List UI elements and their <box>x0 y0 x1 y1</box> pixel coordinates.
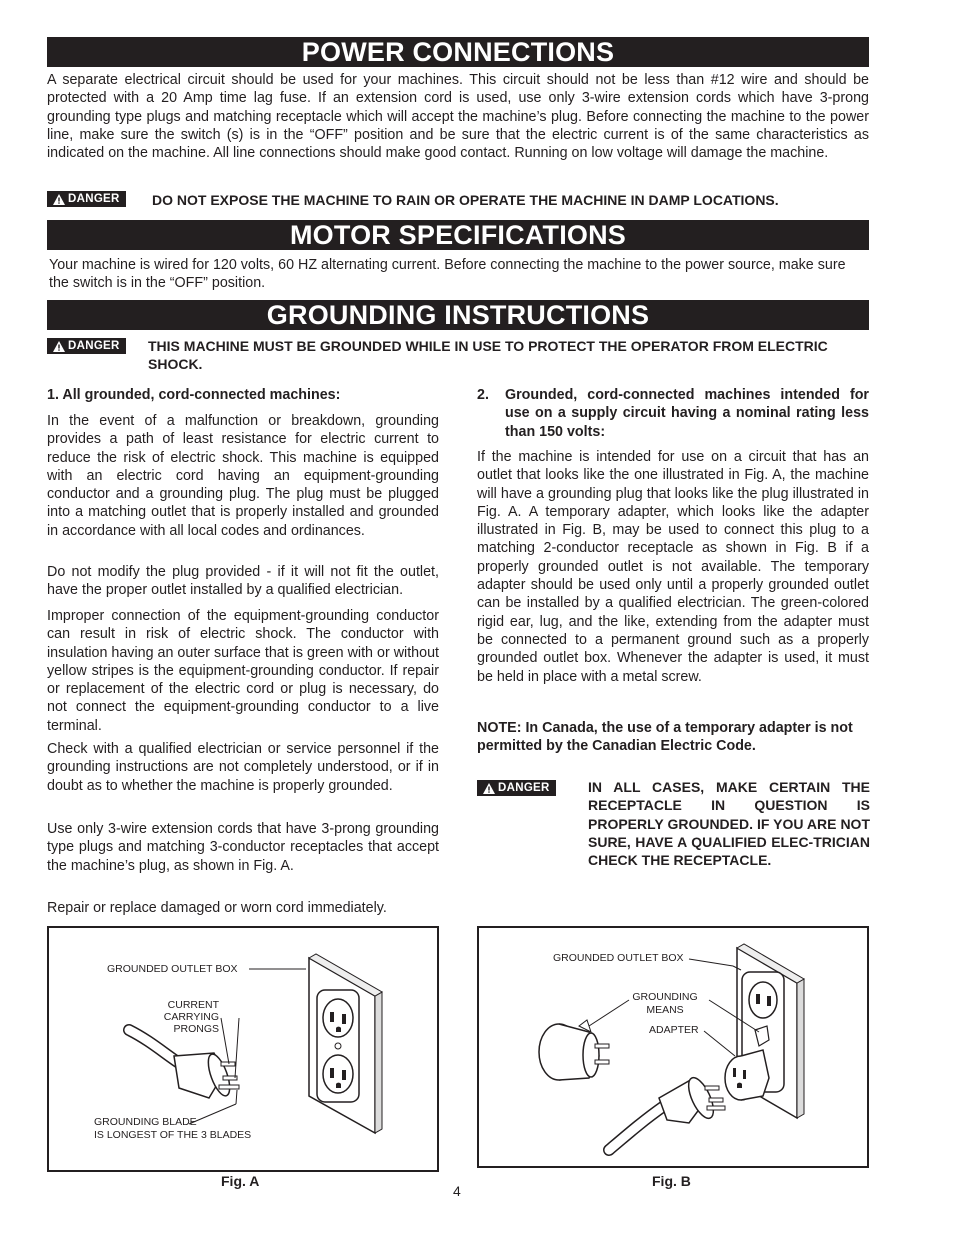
figure-b <box>477 926 869 1168</box>
section-2-paragraph-1: If the machine is intended for use on a circuit that has an outlet that looks like the one illustrated in Fig. A, the machine will have a grounding plug that looks like the plug illustrated in Fig. A. A temporary adapter, which looks like the adapter illustrated in Fig. B, may be used to connect this plug to a matching 2-conductor receptacle as shown in Fig. B if a properly grounded outlet is not available. The temporary adapter should be used only until a properly grounded outlet can be installed by a qualified electrician. The green-colored rigid ear, lug, and the like, extending from the adapter must be connected to a permanent ground such as a properly grounded outlet box. Whenever the adapter is used, it must be held in place with a metal screw. <box>477 449 869 685</box>
grounding-blade-label-line1: GROUNDING BLADE <box>94 1116 197 1128</box>
page-number: 4 <box>453 1183 461 1199</box>
danger-label: DANGER <box>68 340 120 352</box>
prongs-label-line1: CURRENT <box>167 999 219 1011</box>
power-connections-heading: POWER CONNECTIONS <box>47 37 869 67</box>
prongs-label-line3: PRONGS <box>173 1023 219 1035</box>
danger-text-grounding: THIS MACHINE MUST BE GROUNDED WHILE IN USE TO PROTECT THE OPERATOR FROM ELECTRIC SHOCK. <box>148 338 828 373</box>
section-1-paragraph-1: In the event of a malfunction or breakdown, grounding provides a path of least resistance for electric current to reduce the risk of electric shock. This machine is equipped with an electric cord having an equipment-grounding conductor and a grounding plug. The plug must be plugged into a matching outlet that is properly installed and grounded in accordance with all local codes and ordinances. <box>47 413 439 539</box>
warning-triangle-icon <box>53 194 65 205</box>
danger-badge-receptacle <box>477 780 556 796</box>
section-2-number: 2. <box>477 387 489 403</box>
section-1-paragraph-2: Do not modify the plug provided - if it will not fit the outlet, have the proper outlet installed by a qualified electrician. <box>47 564 439 599</box>
warning-triangle-icon <box>53 341 65 352</box>
motor-specifications-heading: MOTOR SPECIFICATIONS <box>47 220 869 250</box>
section-1-paragraph-5: Use only 3-wire extension cords that have 3-prong grounding type plugs and matching 3-conductor receptacles that accept the machine’s plug, as shown in Fig. A. <box>47 821 439 874</box>
section-2-heading: Grounded, cord-connected machines intended for use on a supply circuit having a nominal rating less than 150 volts: <box>505 387 869 440</box>
section-1-paragraph-3: Improper connection of the equipment-grounding conductor can result in risk of electric shock. The conductor with insulation having an outer surface that is green with or without yellow stripes is the equipment-grounding conductor. If repair or replacement of the electric cord or plug is necessary, do not connect the equipment-grounding conductor to a live terminal. <box>47 608 439 734</box>
grounding-means-label-line2: MEANS <box>646 1004 684 1016</box>
motor-specifications-body: Your machine is wired for 120 volts, 60 HZ alternating current. Before connecting the machine to the power source, make sure the switch is in the “OFF” position. <box>49 257 846 292</box>
figure-b-caption: Fig. B <box>652 1173 691 1189</box>
grounding-means-label-line1: GROUNDING <box>632 991 698 1003</box>
danger-badge-power <box>47 191 126 207</box>
canada-note: NOTE: In Canada, the use of a temporary adapter is not permitted by the Canadian Electric Code. <box>477 720 853 755</box>
section-1-heading: 1. All grounded, cord-connected machines: <box>47 387 341 403</box>
outlet-box-label: GROUNDED OUTLET BOX <box>107 963 238 975</box>
adapter-label: ADAPTER <box>649 1024 699 1036</box>
power-connections-body: A separate electrical circuit should be used for your machines. This circuit should not be less than #12 wire and should be protected with a 20 Amp time lag fuse. If an extension cord is used, use only 3-wire extension cords which have 3-prong grounding type plugs and matching receptacle which will accept the machine’s plug. Before connecting the machine to the power line, make sure the switch (s) is in the “OFF” position and be sure that the electric current is of the same characteristics as indicated on the machine. All line connections should make good contact. Running on low voltage will damage the machine. <box>47 72 869 162</box>
grounding-blade-label-line2: IS LONGEST OF THE 3 BLADES <box>94 1129 252 1141</box>
outlet-box-label: GROUNDED OUTLET BOX <box>553 952 684 964</box>
figure-a <box>47 926 439 1172</box>
warning-triangle-icon <box>483 783 495 794</box>
danger-text-power: DO NOT EXPOSE THE MACHINE TO RAIN OR OPERATE THE MACHINE IN DAMP LOCATIONS. <box>152 192 779 208</box>
figure-a-caption: Fig. A <box>221 1173 260 1189</box>
section-1-paragraph-6: Repair or replace damaged or worn cord immediately. <box>47 900 387 916</box>
prongs-label-line2: CARRYING <box>163 1011 219 1023</box>
danger-badge-grounding <box>47 338 126 354</box>
danger-text-receptacle: IN ALL CASES, MAKE CERTAIN THE RECEPTACLE IN QUESTION IS PROPERLY GROUNDED. IF YOU ARE NOT SURE, HAVE A QUALIFIED ELEC-TRICIAN CHECK THE RECEPTACLE. <box>588 779 870 869</box>
danger-label: DANGER <box>498 782 550 794</box>
grounding-instructions-heading: GROUNDING INSTRUCTIONS <box>47 300 869 330</box>
section-1-paragraph-4: Check with a qualified electrician or service personnel if the grounding instructions are not completely understood, or if in doubt as to whether the machine is properly grounded. <box>47 741 439 794</box>
danger-label: DANGER <box>68 193 120 205</box>
